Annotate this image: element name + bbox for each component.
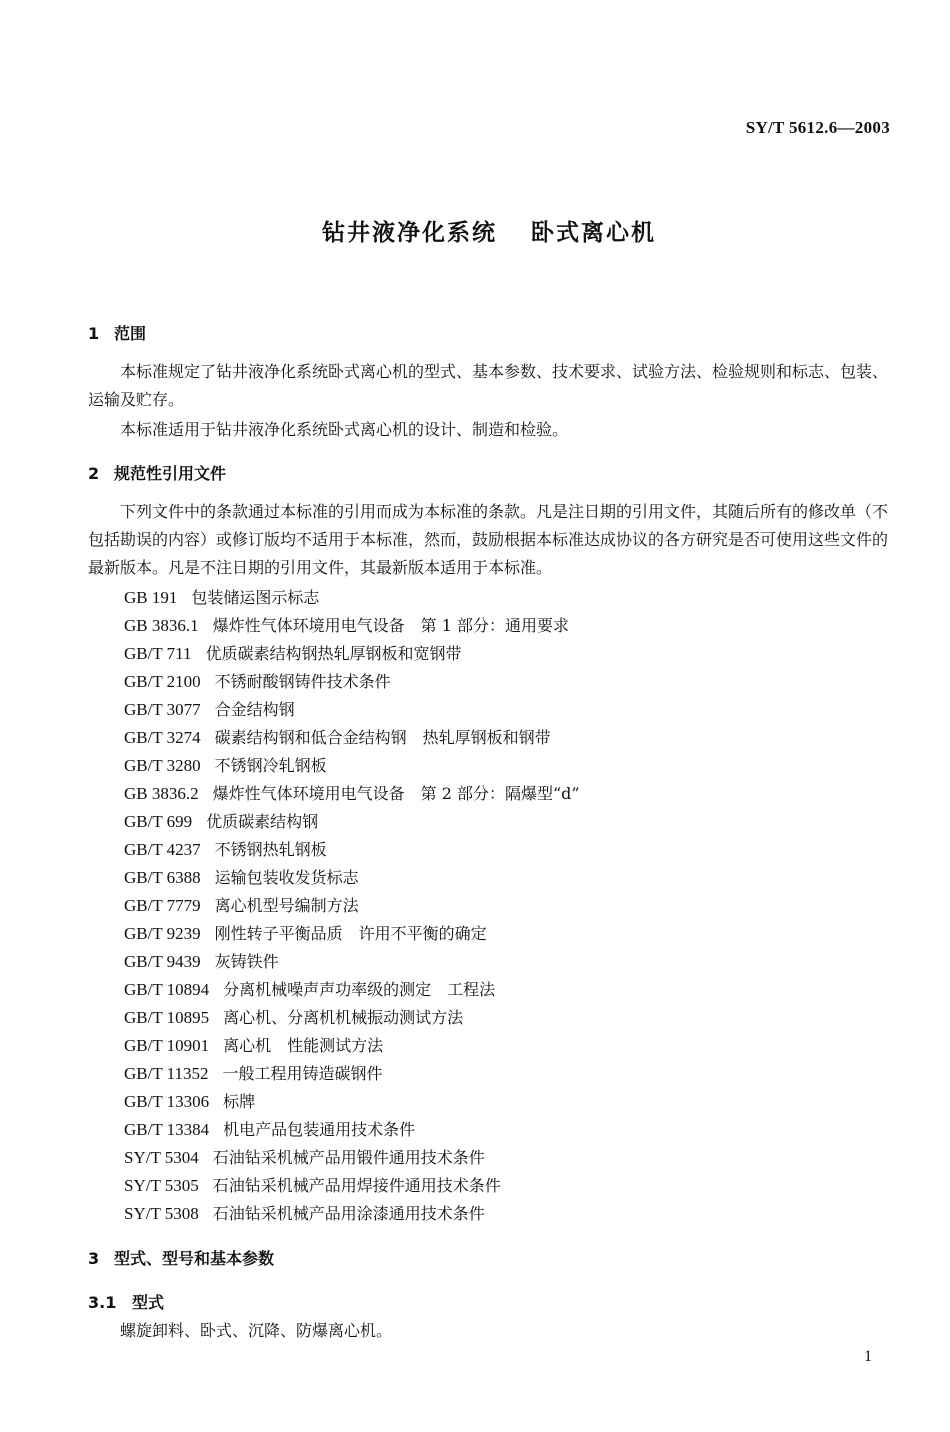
- reference-title: 石油钻采机械产品用锻件通用技术条件: [212, 1148, 485, 1167]
- reference-code: GB/T 13306: [124, 1092, 210, 1111]
- reference-title: 灰铸铁件: [214, 952, 279, 971]
- section-number: 2: [88, 464, 100, 483]
- reference-title: 石油钻采机械产品用涂漆通用技术条件: [212, 1204, 485, 1223]
- reference-title: 离心机、分离机机械振动测试方法: [223, 1008, 464, 1027]
- reference-title: 爆炸性气体环境用电气设备 第 1 部分：通用要求: [212, 616, 569, 635]
- section-title: 规范性引用文件: [114, 464, 227, 483]
- reference-title: 离心机型号编制方法: [214, 896, 359, 915]
- reference-title: 不锈钢冷轧钢板: [214, 756, 327, 775]
- reference-title: 离心机 性能测试方法: [223, 1036, 384, 1055]
- reference-item: [124, 724, 580, 752]
- section-1-paragraph-1: 本标准规定了钻井液净化系统卧式离心机的型式、基本参数、技术要求、试验方法、检验规则和标志、包装、运输及贮存。: [88, 362, 889, 409]
- reference-title: 包装储运图示标志: [191, 588, 320, 607]
- reference-item: [124, 920, 580, 948]
- reference-item: [124, 1060, 580, 1088]
- reference-item: [124, 1032, 580, 1060]
- reference-code: GB/T 699: [124, 812, 193, 831]
- reference-code: GB/T 2100: [124, 672, 201, 691]
- reference-code: GB/T 3077: [124, 700, 201, 719]
- reference-title: 机电产品包装通用技术条件: [223, 1120, 416, 1139]
- reference-item: [124, 976, 580, 1004]
- reference-code: SY/T 5308: [124, 1204, 199, 1223]
- reference-item: [124, 584, 580, 612]
- reference-title: 石油钻采机械产品用焊接件通用技术条件: [212, 1176, 501, 1195]
- reference-code: GB/T 7779: [124, 896, 201, 915]
- reference-item: [124, 696, 580, 724]
- reference-title: 不锈耐酸钢铸件技术条件: [214, 672, 391, 691]
- reference-item: [124, 1144, 580, 1172]
- reference-item: [124, 640, 580, 668]
- reference-title: 碳素结构钢和低合金结构钢 热轧厚钢板和钢带: [214, 728, 551, 747]
- reference-item: [124, 1172, 580, 1200]
- reference-title: 分离机械噪声声功率级的测定 工程法: [223, 980, 496, 999]
- reference-code: SY/T 5304: [124, 1148, 199, 1167]
- reference-title: 一般工程用铸造碳钢件: [222, 1064, 383, 1083]
- section-1-heading: [88, 321, 146, 344]
- reference-title: 不锈钢热轧钢板: [214, 840, 327, 859]
- section-3-heading: [88, 1246, 274, 1269]
- standard-code: SY/T 5612.6—2003: [745, 118, 890, 137]
- document-title: [0, 214, 950, 247]
- section-1-paragraph-2: 本标准适用于钻井液净化系统卧式离心机的设计、制造和检验。: [120, 420, 569, 439]
- reference-item: [124, 1116, 580, 1144]
- section-title: 型式: [132, 1293, 165, 1312]
- section-2-heading: [88, 461, 226, 484]
- reference-code: GB/T 10894: [124, 980, 210, 999]
- reference-title: 优质碳素结构钢热轧厚钢板和宽钢带: [205, 644, 462, 663]
- reference-title: 合金结构钢: [214, 700, 295, 719]
- section-3-1-paragraph-1: 螺旋卸料、卧式、沉降、防爆离心机。: [120, 1321, 393, 1340]
- section-number: 3.1: [88, 1293, 117, 1312]
- reference-title: 刚性转子平衡品质 许用不平衡的确定: [214, 924, 487, 943]
- reference-code: GB/T 9439: [124, 952, 201, 971]
- normative-references-list: [124, 584, 580, 1228]
- reference-code: GB/T 3280: [124, 756, 201, 775]
- section-2-paragraph-1: 下列文件中的条款通过本标准的引用而成为本标准的条款。凡是注日期的引用文件，其随后所有的修改单（不包括勘误的内容）或修订版均不适用于本标准，然而，鼓励根据本标准达成协议的各方研究是否可使用这些文件的最新版本。凡是不注日期的引用文件，其最新版本适用于本标准。: [88, 502, 889, 577]
- reference-code: GB 3836.1: [124, 616, 199, 635]
- reference-code: GB 191: [124, 588, 178, 607]
- reference-code: GB/T 13384: [124, 1120, 210, 1139]
- reference-item: [124, 864, 580, 892]
- reference-code: GB/T 9239: [124, 924, 201, 943]
- reference-item: [124, 752, 580, 780]
- reference-code: GB/T 4237: [124, 840, 201, 859]
- reference-code: GB/T 711: [124, 644, 192, 663]
- reference-item: [124, 1088, 580, 1116]
- section-3-1-heading: [88, 1290, 164, 1313]
- reference-title: 运输包装收发货标志: [214, 868, 359, 887]
- document-title-part1: 钻井液净化系统: [322, 220, 497, 246]
- reference-item: [124, 612, 580, 640]
- reference-item: [124, 1004, 580, 1032]
- reference-item: [124, 668, 580, 696]
- reference-code: GB 3836.2: [124, 784, 199, 803]
- reference-item: [124, 808, 580, 836]
- section-title: 型式、型号和基本参数: [114, 1249, 275, 1268]
- reference-title: 优质碳素结构钢: [206, 812, 319, 831]
- section-number: 3: [88, 1249, 100, 1268]
- reference-item: [124, 836, 580, 864]
- reference-item: [124, 948, 580, 976]
- page-number: 1: [864, 1348, 872, 1365]
- reference-title: 标牌: [223, 1092, 256, 1111]
- section-number: 1: [88, 324, 100, 343]
- reference-code: SY/T 5305: [124, 1176, 199, 1195]
- reference-code: GB/T 3274: [124, 728, 201, 747]
- reference-title: 爆炸性气体环境用电气设备 第 2 部分：隔爆型“d”: [212, 784, 580, 803]
- reference-code: GB/T 6388: [124, 868, 201, 887]
- reference-item: [124, 780, 580, 808]
- reference-item: [124, 1200, 580, 1228]
- reference-code: GB/T 11352: [124, 1064, 209, 1083]
- section-title: 范围: [114, 324, 147, 343]
- reference-code: GB/T 10901: [124, 1036, 210, 1055]
- reference-code: GB/T 10895: [124, 1008, 210, 1027]
- reference-item: [124, 892, 580, 920]
- document-title-part2: 卧式离心机: [531, 220, 656, 246]
